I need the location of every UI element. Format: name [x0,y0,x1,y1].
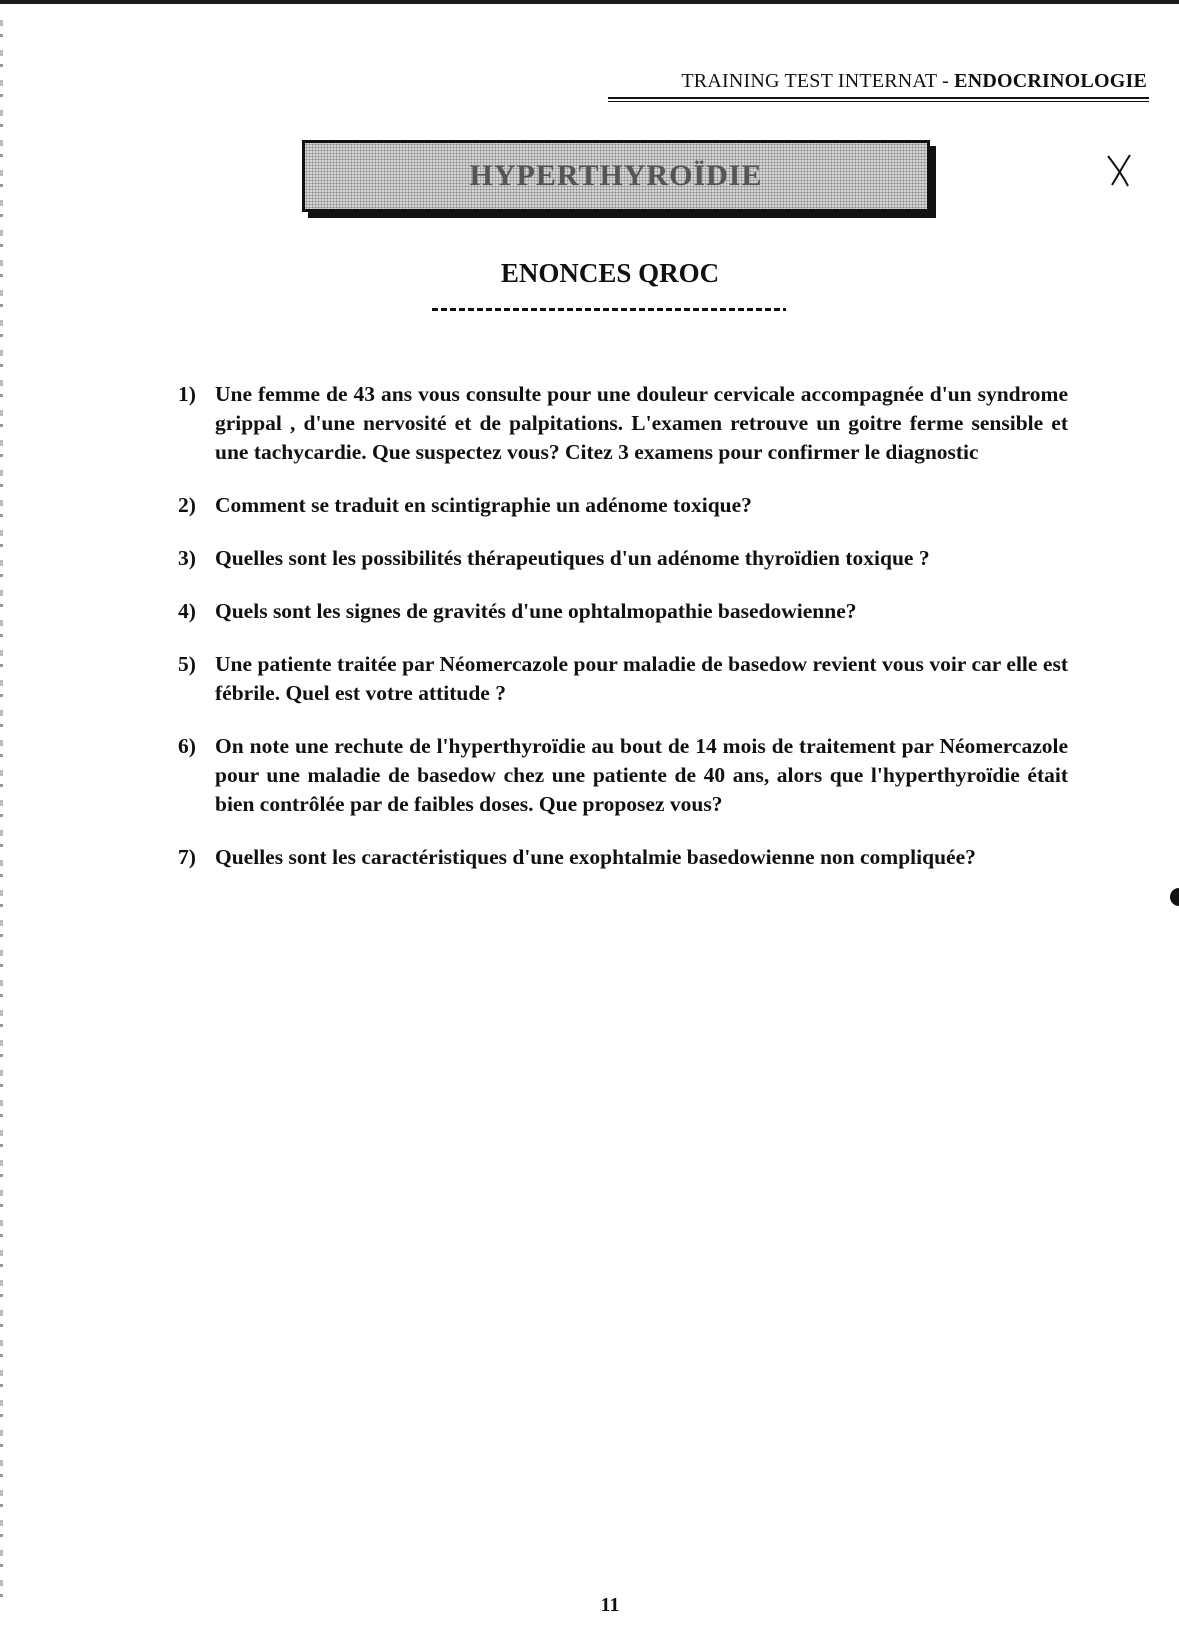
left-scan-edge [0,20,3,1600]
question-item [178,597,1068,626]
question-item [178,650,1068,708]
question-item [178,843,1068,872]
dashed-divider [432,308,786,311]
handwritten-x-mark [1104,152,1134,188]
running-header [610,70,1147,97]
question-number: 3) [178,546,196,570]
question-number: 1) [178,382,196,406]
question-number: 4) [178,599,196,623]
question-text: On note une rechute de l'hyperthyroïdie au bout de 14 mois de traitement par Néomercazole pour une maladie de basedow chez une patiente de 40 ans, alors que l'hyperthyroïdie était bien contrôlée par de faibles doses. Que proposez vous? [215,734,1068,816]
chapter-title: HYPERTHYROÏDIE [469,159,763,192]
question-number: 7) [178,845,196,869]
page-number: 11 [600,1594,620,1616]
question-text: Quelles sont les caractéristiques d'une exophtalmie basedowienne non compliquée? [215,845,976,869]
question-item [178,380,1068,467]
question-text: Quelles sont les possibilités thérapeutiques d'un adénome thyroïdien toxique ? [215,546,930,570]
header-subject: ENDOCRINOLOGIE [954,70,1147,92]
header-separator: - [936,70,955,92]
question-text: Une patiente traitée par Néomercazole pour maladie de basedow revient vous voir car elle est fébrile. Quel est votre attitude ? [215,652,1068,705]
header-prefix: TRAINING TEST INTERNAT [681,70,937,92]
header-rule [608,97,1149,99]
question-text: Quels sont les signes de gravités d'une ophtalmopathie basedowienne? [215,599,857,623]
top-scan-border [0,0,1179,4]
question-item [178,732,1068,819]
question-number: 2) [178,493,196,517]
question-number: 5) [178,652,196,676]
section-subtitle: ENONCES QROC [500,258,720,288]
question-text: Une femme de 43 ans vous consulte pour une douleur cervicale accompagnée d'un syndrome grippal , d'une nervosité et de palpitations. L'examen retrouve un goitre ferme sensible et une tachycardie. Que suspectez vous? Citez 3 examens pour confirmer le diagnostic [215,382,1068,464]
question-number: 6) [178,734,196,758]
question-list [178,380,1068,896]
chapter-title-box [302,140,930,212]
question-item [178,544,1068,573]
header-rule-thin [608,101,1149,102]
scan-binding-mark [1170,888,1179,906]
question-item [178,491,1068,520]
question-text: Comment se traduit en scintigraphie un adénome toxique? [215,493,752,517]
